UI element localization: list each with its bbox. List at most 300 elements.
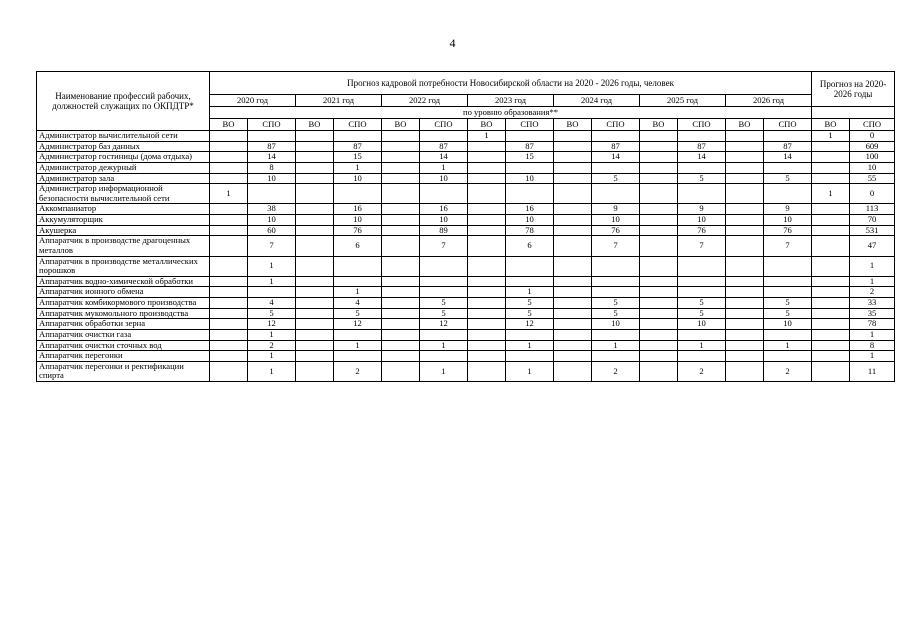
value-cell <box>764 351 812 362</box>
value-cell <box>468 173 506 184</box>
value-cell <box>248 184 296 204</box>
value-cell: 8 <box>248 162 296 173</box>
value-cell: 6 <box>506 236 554 256</box>
value-cell <box>468 329 506 340</box>
value-cell: 16 <box>334 204 382 215</box>
value-cell <box>210 131 248 142</box>
value-cell <box>726 308 764 319</box>
value-cell: 87 <box>764 141 812 152</box>
table-row <box>37 152 895 163</box>
table-row <box>37 162 895 173</box>
value-cell <box>726 204 764 215</box>
value-cell <box>296 215 334 226</box>
value-cell <box>382 361 420 381</box>
value-cell <box>296 308 334 319</box>
value-cell <box>764 287 812 298</box>
value-cell: 12 <box>248 319 296 330</box>
value-cell: 2 <box>334 361 382 381</box>
value-cell: 1 <box>210 184 248 204</box>
table-row <box>37 308 895 319</box>
value-cell <box>554 141 592 152</box>
value-cell <box>812 351 850 362</box>
value-cell: 5 <box>506 298 554 309</box>
value-cell <box>726 319 764 330</box>
value-cell <box>640 236 678 256</box>
value-cell <box>812 308 850 319</box>
value-cell <box>334 184 382 204</box>
value-cell: 5 <box>678 173 726 184</box>
value-cell <box>210 141 248 152</box>
value-cell: 1 <box>248 351 296 362</box>
value-cell <box>334 256 382 276</box>
value-cell: 14 <box>678 152 726 163</box>
value-cell <box>296 173 334 184</box>
value-cell: 87 <box>678 141 726 152</box>
value-cell: 1 <box>248 329 296 340</box>
value-cell <box>640 340 678 351</box>
value-cell <box>506 256 554 276</box>
profession-name: Аппаратчик очистки сточных вод <box>37 340 210 351</box>
value-cell: 5 <box>248 308 296 319</box>
header-year: 2021 год <box>296 95 382 107</box>
value-cell: 60 <box>248 225 296 236</box>
value-cell: 10 <box>506 173 554 184</box>
value-cell <box>812 256 850 276</box>
value-cell <box>210 225 248 236</box>
value-cell <box>420 287 468 298</box>
header-level-vo: ВО <box>640 119 678 131</box>
value-cell <box>726 351 764 362</box>
value-cell: 0 <box>850 131 895 142</box>
value-cell: 78 <box>850 319 895 330</box>
value-cell <box>812 215 850 226</box>
value-cell: 5 <box>764 308 812 319</box>
value-cell <box>468 204 506 215</box>
value-cell <box>726 184 764 204</box>
value-cell <box>334 276 382 287</box>
value-cell: 9 <box>764 204 812 215</box>
value-cell <box>726 298 764 309</box>
value-cell: 2 <box>592 361 640 381</box>
value-cell: 1 <box>420 162 468 173</box>
value-cell <box>554 173 592 184</box>
value-cell <box>640 184 678 204</box>
value-cell: 47 <box>850 236 895 256</box>
value-cell <box>382 236 420 256</box>
value-cell <box>592 329 640 340</box>
table-row <box>37 361 895 381</box>
value-cell: 100 <box>850 152 895 163</box>
value-cell <box>554 184 592 204</box>
value-cell <box>468 361 506 381</box>
value-cell <box>296 141 334 152</box>
value-cell: 10 <box>420 215 468 226</box>
header-year: 2020 год <box>210 95 296 107</box>
profession-name: Аккумуляторщик <box>37 215 210 226</box>
value-cell: 76 <box>764 225 812 236</box>
value-cell <box>382 319 420 330</box>
value-cell <box>640 308 678 319</box>
value-cell: 10 <box>248 215 296 226</box>
table-row <box>37 256 895 276</box>
table-row <box>37 204 895 215</box>
value-cell: 1 <box>850 351 895 362</box>
header-education-level: по уровню образования** <box>210 107 812 119</box>
value-cell <box>554 361 592 381</box>
value-cell: 10 <box>592 215 640 226</box>
value-cell: 10 <box>334 173 382 184</box>
value-cell: 5 <box>420 308 468 319</box>
value-cell: 1 <box>420 340 468 351</box>
value-cell <box>812 152 850 163</box>
value-cell <box>812 173 850 184</box>
value-cell <box>812 276 850 287</box>
value-cell: 10 <box>248 173 296 184</box>
staffing-forecast-table <box>36 71 895 382</box>
value-cell <box>420 329 468 340</box>
value-cell: 113 <box>850 204 895 215</box>
value-cell: 16 <box>420 204 468 215</box>
value-cell: 2 <box>850 287 895 298</box>
profession-name: Аппаратчик обработки зерна <box>37 319 210 330</box>
value-cell: 10 <box>678 215 726 226</box>
page-number: 4 <box>449 36 456 50</box>
value-cell: 35 <box>850 308 895 319</box>
value-cell: 5 <box>592 173 640 184</box>
value-cell: 10 <box>678 319 726 330</box>
value-cell <box>640 319 678 330</box>
value-cell: 12 <box>420 319 468 330</box>
value-cell: 5 <box>764 173 812 184</box>
value-cell <box>468 340 506 351</box>
value-cell <box>812 225 850 236</box>
value-cell: 76 <box>592 225 640 236</box>
value-cell: 76 <box>334 225 382 236</box>
value-cell: 2 <box>764 361 812 381</box>
value-cell: 2 <box>678 361 726 381</box>
value-cell <box>382 141 420 152</box>
value-cell <box>296 319 334 330</box>
value-cell <box>210 276 248 287</box>
value-cell <box>296 225 334 236</box>
value-cell: 531 <box>850 225 895 236</box>
table-row <box>37 184 895 204</box>
value-cell <box>210 351 248 362</box>
value-cell <box>554 319 592 330</box>
value-cell: 1 <box>248 361 296 381</box>
value-cell: 5 <box>592 298 640 309</box>
value-cell <box>764 276 812 287</box>
value-cell: 4 <box>248 298 296 309</box>
value-cell <box>296 329 334 340</box>
value-cell <box>468 162 506 173</box>
value-cell: 5 <box>506 308 554 319</box>
header-level-vo: ВО <box>210 119 248 131</box>
value-cell <box>382 173 420 184</box>
value-cell: 7 <box>592 236 640 256</box>
value-cell <box>678 329 726 340</box>
header-total-forecast: Прогноз на 2020-2026 годы <box>812 72 895 107</box>
value-cell <box>210 340 248 351</box>
value-cell <box>812 340 850 351</box>
value-cell: 1 <box>506 287 554 298</box>
table-row <box>37 236 895 256</box>
value-cell: 0 <box>850 184 895 204</box>
value-cell: 12 <box>506 319 554 330</box>
header-level-vo: ВО <box>382 119 420 131</box>
value-cell: 609 <box>850 141 895 152</box>
value-cell <box>554 351 592 362</box>
value-cell <box>554 225 592 236</box>
value-cell: 1 <box>248 256 296 276</box>
value-cell: 14 <box>592 152 640 163</box>
value-cell: 5 <box>334 308 382 319</box>
value-cell: 5 <box>764 298 812 309</box>
value-cell <box>678 256 726 276</box>
value-cell: 10 <box>592 319 640 330</box>
table-row <box>37 173 895 184</box>
value-cell <box>812 329 850 340</box>
value-cell: 78 <box>506 225 554 236</box>
value-cell <box>678 351 726 362</box>
profession-name: Аккомпаниатор <box>37 204 210 215</box>
value-cell <box>248 131 296 142</box>
header-level-vo: ВО <box>726 119 764 131</box>
table-row <box>37 276 895 287</box>
table-row <box>37 225 895 236</box>
value-cell <box>554 329 592 340</box>
value-cell <box>554 308 592 319</box>
value-cell: 10 <box>764 319 812 330</box>
value-cell: 10 <box>420 173 468 184</box>
table-row <box>37 298 895 309</box>
header-year: 2025 год <box>640 95 726 107</box>
value-cell <box>382 152 420 163</box>
value-cell <box>210 152 248 163</box>
header-year: 2022 год <box>382 95 468 107</box>
value-cell <box>640 215 678 226</box>
value-cell: 1 <box>506 340 554 351</box>
value-cell <box>554 152 592 163</box>
value-cell <box>296 340 334 351</box>
value-cell <box>468 351 506 362</box>
value-cell <box>726 256 764 276</box>
value-cell <box>640 204 678 215</box>
value-cell <box>592 351 640 362</box>
value-cell <box>726 276 764 287</box>
value-cell <box>506 131 554 142</box>
value-cell: 87 <box>248 141 296 152</box>
value-cell <box>210 236 248 256</box>
profession-name: Администратор зала <box>37 173 210 184</box>
value-cell <box>640 152 678 163</box>
header-level-vo: ВО <box>296 119 334 131</box>
value-cell <box>382 225 420 236</box>
value-cell <box>726 287 764 298</box>
value-cell: 11 <box>850 361 895 381</box>
value-cell <box>678 162 726 173</box>
profession-name: Аппаратчик ионного обмена <box>37 287 210 298</box>
value-cell <box>812 361 850 381</box>
value-cell: 9 <box>592 204 640 215</box>
value-cell <box>382 162 420 173</box>
value-cell <box>640 256 678 276</box>
value-cell <box>678 276 726 287</box>
value-cell: 14 <box>764 152 812 163</box>
value-cell <box>764 184 812 204</box>
value-cell: 1 <box>850 276 895 287</box>
header-level-spo: СПО <box>764 119 812 131</box>
value-cell <box>640 351 678 362</box>
value-cell: 55 <box>850 173 895 184</box>
header-level-spo: СПО <box>592 119 640 131</box>
value-cell <box>296 287 334 298</box>
value-cell <box>210 329 248 340</box>
value-cell <box>420 131 468 142</box>
value-cell: 1 <box>334 162 382 173</box>
value-cell: 8 <box>850 340 895 351</box>
value-cell: 2 <box>248 340 296 351</box>
value-cell <box>640 287 678 298</box>
value-cell <box>812 204 850 215</box>
value-cell <box>382 215 420 226</box>
table-row <box>37 340 895 351</box>
value-cell <box>468 215 506 226</box>
value-cell: 10 <box>764 215 812 226</box>
value-cell <box>296 184 334 204</box>
value-cell <box>554 256 592 276</box>
value-cell <box>506 329 554 340</box>
value-cell <box>468 225 506 236</box>
table-row <box>37 215 895 226</box>
value-cell <box>296 298 334 309</box>
value-cell <box>382 340 420 351</box>
value-cell <box>726 361 764 381</box>
value-cell <box>296 204 334 215</box>
value-cell: 5 <box>678 298 726 309</box>
value-cell: 1 <box>592 340 640 351</box>
value-cell <box>382 204 420 215</box>
value-cell: 76 <box>678 225 726 236</box>
value-cell <box>812 319 850 330</box>
value-cell <box>210 215 248 226</box>
value-cell <box>468 184 506 204</box>
table-row <box>37 351 895 362</box>
value-cell <box>506 351 554 362</box>
value-cell: 1 <box>468 131 506 142</box>
header-year: 2026 год <box>726 95 812 107</box>
header-forecast-title: Прогноз кадровой потребности Новосибирской области на 2020 - 2026 годы, человек <box>210 72 812 95</box>
value-cell <box>554 287 592 298</box>
profession-name: Администратор вычислительной сети <box>37 131 210 142</box>
value-cell: 87 <box>420 141 468 152</box>
value-cell: 4 <box>334 298 382 309</box>
value-cell <box>554 131 592 142</box>
value-cell: 12 <box>334 319 382 330</box>
value-cell <box>812 287 850 298</box>
profession-name: Акушерка <box>37 225 210 236</box>
value-cell <box>554 340 592 351</box>
value-cell <box>640 162 678 173</box>
value-cell <box>468 308 506 319</box>
value-cell <box>592 184 640 204</box>
value-cell <box>592 256 640 276</box>
value-cell <box>420 351 468 362</box>
table-row <box>37 287 895 298</box>
value-cell <box>678 184 726 204</box>
value-cell <box>296 236 334 256</box>
value-cell <box>764 256 812 276</box>
value-cell <box>334 329 382 340</box>
value-cell <box>640 361 678 381</box>
value-cell: 87 <box>592 141 640 152</box>
profession-name: Администратор гостиницы (дома отдыха) <box>37 152 210 163</box>
value-cell <box>382 131 420 142</box>
value-cell <box>554 162 592 173</box>
value-cell <box>812 236 850 256</box>
value-cell: 1 <box>248 276 296 287</box>
value-cell <box>296 351 334 362</box>
value-cell <box>382 351 420 362</box>
value-cell <box>812 298 850 309</box>
value-cell <box>678 287 726 298</box>
value-cell <box>640 141 678 152</box>
value-cell <box>334 131 382 142</box>
value-cell: 87 <box>506 141 554 152</box>
value-cell: 6 <box>334 236 382 256</box>
value-cell <box>592 276 640 287</box>
value-cell <box>296 276 334 287</box>
value-cell <box>210 204 248 215</box>
value-cell: 70 <box>850 215 895 226</box>
value-cell: 1 <box>812 184 850 204</box>
value-cell <box>210 162 248 173</box>
value-cell: 1 <box>812 131 850 142</box>
value-cell <box>210 298 248 309</box>
value-cell <box>640 276 678 287</box>
value-cell <box>640 131 678 142</box>
value-cell <box>726 152 764 163</box>
value-cell <box>592 131 640 142</box>
value-cell: 16 <box>506 204 554 215</box>
value-cell <box>210 256 248 276</box>
table-row <box>37 141 895 152</box>
value-cell <box>420 276 468 287</box>
value-cell: 33 <box>850 298 895 309</box>
value-cell: 14 <box>248 152 296 163</box>
value-cell <box>296 256 334 276</box>
value-cell: 89 <box>420 225 468 236</box>
header-level-vo: ВО <box>554 119 592 131</box>
header-level-spo: СПО <box>420 119 468 131</box>
value-cell <box>210 308 248 319</box>
header-profession-name: Наименование профессий рабочих, должностей служащих по ОКПДТР* <box>37 72 210 131</box>
value-cell <box>210 287 248 298</box>
value-cell <box>554 298 592 309</box>
header-level-spo: СПО <box>850 119 895 131</box>
value-cell <box>726 215 764 226</box>
value-cell <box>248 287 296 298</box>
value-cell <box>468 236 506 256</box>
value-cell <box>382 329 420 340</box>
value-cell <box>640 298 678 309</box>
value-cell <box>210 173 248 184</box>
value-cell: 10 <box>334 215 382 226</box>
table-row <box>37 319 895 330</box>
value-cell <box>592 162 640 173</box>
value-cell <box>296 152 334 163</box>
value-cell: 1 <box>850 329 895 340</box>
